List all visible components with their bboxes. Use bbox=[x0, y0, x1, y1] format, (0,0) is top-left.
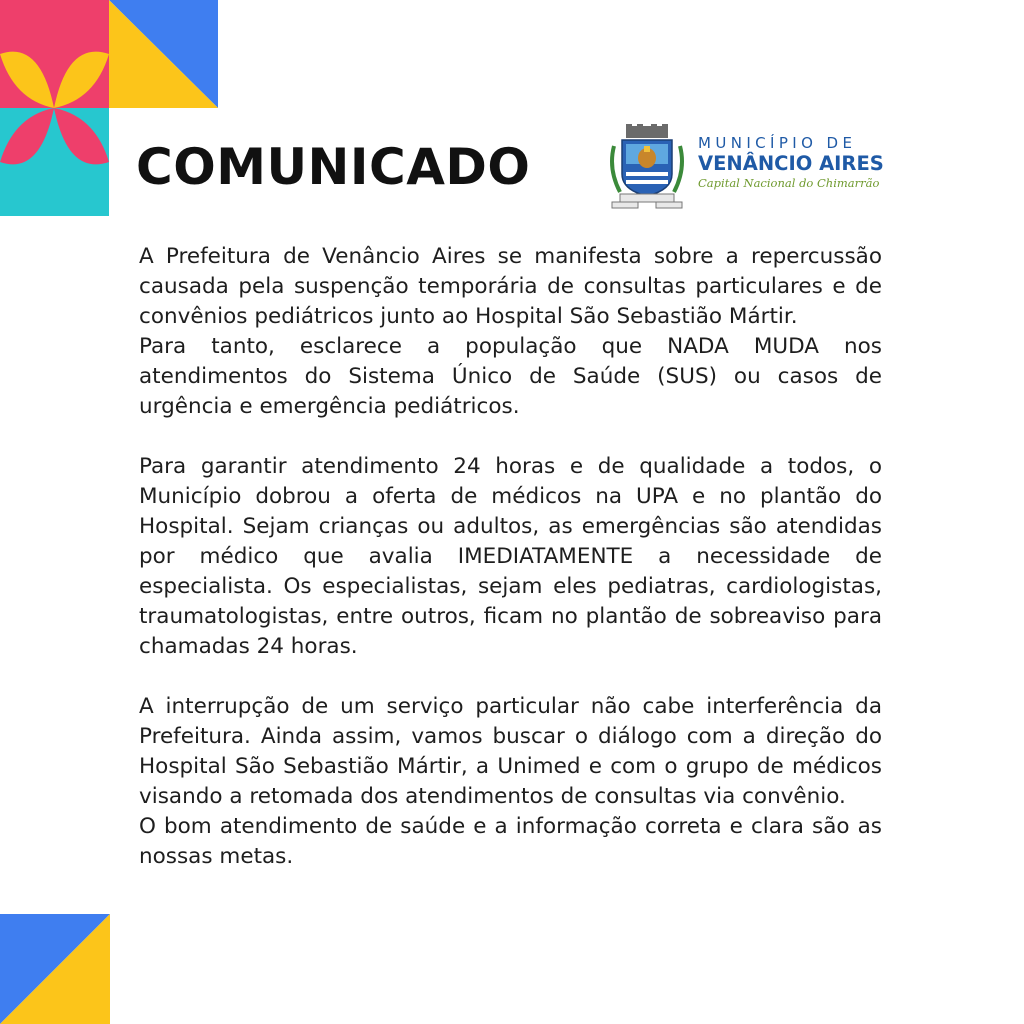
municipal-coat-of-arms-icon bbox=[606, 124, 688, 210]
paragraph-2: Para tanto, esclarece a população que NADA MUDA nos atendimentos do Sistema Único de Saúde (SUS) ou casos de urgência e emergência pediátricos. bbox=[139, 334, 882, 419]
page-title: COMUNICADO bbox=[136, 138, 531, 196]
announcement-body bbox=[139, 242, 882, 872]
logo-city-name: VENÂNCIO AIRES bbox=[698, 152, 884, 175]
paragraph-3: Para garantir atendimento 24 horas e de qualidade a todos, o Município dobrou a oferta de médicos na UPA e no plantão do Hospital. Sejam crianças ou adultos, as emergências são atendidas por médico que avalia IMEDIATAMENTE a necessidade de especialista. Os especialistas, sejam eles pediatras, cardiologistas, traumatologistas, entre outros, ficam no plantão de sobreaviso para chamadas 24 horas. bbox=[139, 454, 882, 659]
paragraph-5: O bom atendimento de saúde e a informação correta e clara são as nossas metas. bbox=[139, 814, 882, 869]
logo-municipio-de: MUNICÍPIO DE bbox=[698, 134, 857, 152]
paragraph-4: A interrupção de um serviço particular não cabe interferência da Prefeitura. Ainda assim, vamos buscar o diálogo com a direção do Hospital São Sebastião Mártir, a Unimed e com o grupo de médicos visando a retomada dos atendimentos de consultas via convênio. bbox=[139, 694, 882, 809]
bottom-left-decoration bbox=[0, 914, 110, 1024]
municipality-logo bbox=[606, 124, 896, 210]
paragraph-1: A Prefeitura de Venâncio Aires se manifesta sobre a repercussão causada pela suspenção temporária de consultas particulares e de convênios pediátricos junto ao Hospital São Sebastião Mártir. bbox=[139, 244, 882, 329]
logo-tagline: Capital Nacional do Chimarrão bbox=[698, 175, 880, 190]
